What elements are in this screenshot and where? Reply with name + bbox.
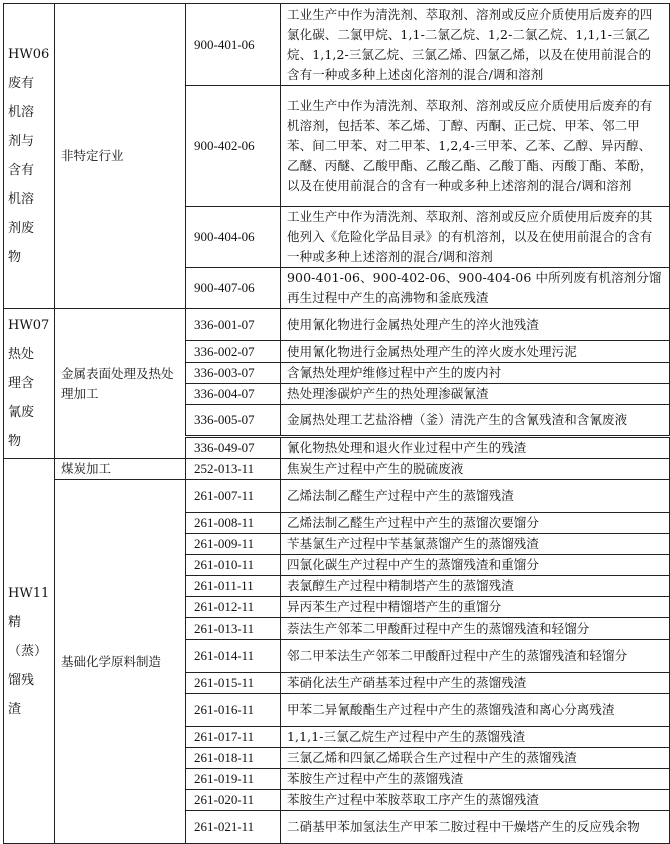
waste-description-cell: 氰化物热处理和退火作业过程中产生的残渣: [281, 437, 670, 459]
waste-category-line: 理含: [8, 376, 35, 391]
waste-description-cell: 四氯化碳生产过程中产生的蒸馏残渣和重馏分: [281, 555, 670, 576]
waste-category-line: （蒸）: [8, 643, 48, 659]
waste-code-cell: 336-049-07: [186, 437, 281, 459]
waste-description-cell: 苄基氯生产过程中苄基氯蒸馏产生的蒸馏残渣: [281, 534, 670, 555]
waste-category-line: 剂与: [8, 134, 35, 149]
table-row: [4, 459, 670, 480]
table-row: [4, 309, 670, 341]
waste-category-line: 渣: [8, 701, 22, 717]
waste-code-cell: 900-401-06: [186, 4, 281, 86]
waste-code-cell: 336-002-07: [186, 341, 281, 363]
waste-description-cell: 1,1,1-三氯乙烷生产过程中产生的蒸馏残渣: [281, 727, 670, 748]
waste-code-cell: 900-407-06: [186, 268, 281, 309]
waste-description-cell: 热处理渗碳炉产生的热处理渗碳氰渣: [281, 384, 670, 405]
waste-description-cell: 含氰热处理炉维修过程中产生的废内衬: [281, 363, 670, 384]
waste-code-cell: 261-009-11: [186, 534, 281, 555]
waste-category-line: 精: [8, 614, 22, 630]
waste-description-cell: 焦炭生产过程中产生的脱硫废液: [281, 459, 670, 480]
waste-code-cell: 336-005-07: [186, 405, 281, 437]
waste-description-cell: 工业生产中作为清洗剂、萃取剂、溶剂或反应介质使用后废弃的其他列入《危险化学品目录》的有机溶剂，以及在使用前混合的含有一种或多种上述溶剂的混合/调和溶剂: [281, 207, 670, 268]
waste-code-cell: 261-018-11: [186, 748, 281, 769]
waste-category-cell: [4, 459, 55, 844]
hazardous-waste-table: [3, 3, 670, 844]
table-row: [4, 480, 670, 513]
waste-category-line: 馏残: [8, 672, 35, 688]
waste-category-line: HW06: [8, 47, 50, 62]
waste-category-line: 废有: [8, 76, 35, 91]
waste-code-cell: 261-015-11: [186, 673, 281, 694]
waste-code-cell: 261-011-11: [186, 576, 281, 597]
waste-description-cell: 乙烯法制乙醛生产过程中产生的蒸馏残渣: [281, 480, 670, 513]
waste-category-line: 剂废: [8, 221, 35, 236]
waste-category-line: 机溶: [8, 192, 35, 207]
waste-category-line: 含有: [8, 163, 35, 178]
waste-code-cell: 261-020-11: [186, 790, 281, 811]
waste-code-cell: 261-007-11: [186, 480, 281, 513]
waste-description-cell: 使用氰化物进行金属热处理产生的淬火废水处理污泥: [281, 341, 670, 363]
waste-code-cell: 261-010-11: [186, 555, 281, 576]
waste-code-cell: 900-402-06: [186, 86, 281, 207]
industry-cell: 金属表面处理及热处理加工: [55, 309, 186, 459]
waste-description-cell: 900-401-06、900-402-06、900-404-06 中所列废有机溶剂分馏再生过程中产生的高沸物和釜底残渣: [281, 268, 670, 309]
waste-description-cell: 甲苯二异氰酸酯生产过程中产生的蒸馏残渣和离心分离残渣: [281, 694, 670, 727]
waste-description-cell: 工业生产中作为清洗剂、萃取剂、溶剂或反应介质使用后废弃的四氯化碳、二氯甲烷、1,1-二氯乙烷、1,2-二氯乙烷、1,1,1-三氯乙烷、1,1,2-三氯乙烷、三氯乙烯、四氯乙烯，以及在使用前混合的含有一种或多种上述卤化溶剂的混合/调和溶剂: [281, 4, 670, 86]
waste-description-cell: 三氯乙烯和四氯乙烯联合生产过程中产生的蒸馏残渣: [281, 748, 670, 769]
waste-description-cell: 邻二甲苯法生产邻苯二甲酸酐过程中产生的蒸馏残渣和轻馏分: [281, 640, 670, 673]
waste-category-line: 氰废: [8, 405, 35, 420]
waste-description-cell: 苯胺生产过程中产生的蒸馏残渣: [281, 769, 670, 790]
waste-description-cell: 异丙苯生产过程中精馏塔产生的重馏分: [281, 597, 670, 618]
industry-cell: 煤炭加工: [55, 459, 186, 480]
waste-category-cell: [4, 4, 55, 309]
waste-code-cell: 336-004-07: [186, 384, 281, 405]
table-row: [4, 4, 670, 86]
waste-code-cell: 336-001-07: [186, 309, 281, 341]
waste-category-line: HW11: [8, 585, 50, 601]
waste-description-cell: 二硝基甲苯加氢法生产甲苯二胺过程中干燥塔产生的反应残余物: [281, 811, 670, 844]
waste-code-cell: 261-012-11: [186, 597, 281, 618]
waste-code-cell: 252-013-11: [186, 459, 281, 480]
waste-code-cell: 261-016-11: [186, 694, 281, 727]
waste-code-cell: 336-003-07: [186, 363, 281, 384]
waste-category-line: 热处: [8, 347, 35, 362]
waste-code-cell: 261-014-11: [186, 640, 281, 673]
industry-cell: 非特定行业: [55, 4, 186, 309]
waste-description-cell: 苯硝化法生产硝基苯过程中产生的蒸馏残渣: [281, 673, 670, 694]
waste-code-cell: 261-019-11: [186, 769, 281, 790]
waste-category-line: 物: [8, 250, 22, 265]
waste-category-cell: [4, 309, 55, 459]
waste-category-line: 物: [8, 434, 22, 449]
waste-code-cell: 261-017-11: [186, 727, 281, 748]
waste-description-cell: 工业生产中作为清洗剂、萃取剂、溶剂或反应介质使用后废弃的有机溶剂，包括苯、苯乙烯、丁醇、丙酮、正己烷、甲苯、邻二甲苯、间二甲苯、对二甲苯、1,2,4-三甲苯、乙苯、乙醇、异丙醇、乙醚、丙醚、乙酸甲酯、乙酸乙酯、乙酸丁酯、丙酸丁酯、苯酚，以及在使用前混合的含有一种或多种上述溶剂的混合/调和溶剂: [281, 86, 670, 207]
waste-code-cell: 261-013-11: [186, 618, 281, 640]
waste-description-cell: 乙烯法制乙醛生产过程中产生的蒸馏次要馏分: [281, 513, 670, 534]
industry-cell: 基础化学原料制造: [55, 480, 186, 844]
waste-description-cell: 使用氰化物进行金属热处理产生的淬火池残渣: [281, 309, 670, 341]
waste-code-cell: 261-021-11: [186, 811, 281, 844]
waste-code-cell: 900-404-06: [186, 207, 281, 268]
table-body: [4, 4, 670, 844]
waste-description-cell: 苯胺生产过程中苯胺萃取工序产生的蒸馏残渣: [281, 790, 670, 811]
waste-category-line: 机溶: [8, 105, 35, 120]
waste-description-cell: 萘法生产邻苯二甲酸酐过程中产生的蒸馏残渣和轻馏分: [281, 618, 670, 640]
waste-code-cell: 261-008-11: [186, 513, 281, 534]
waste-description-cell: 金属热处理工艺盐浴槽（釜）清洗产生的含氰残渣和含氰废液: [281, 405, 670, 437]
waste-category-line: HW07: [8, 318, 50, 333]
waste-description-cell: 表氯醇生产过程中精制塔产生的蒸馏残渣: [281, 576, 670, 597]
